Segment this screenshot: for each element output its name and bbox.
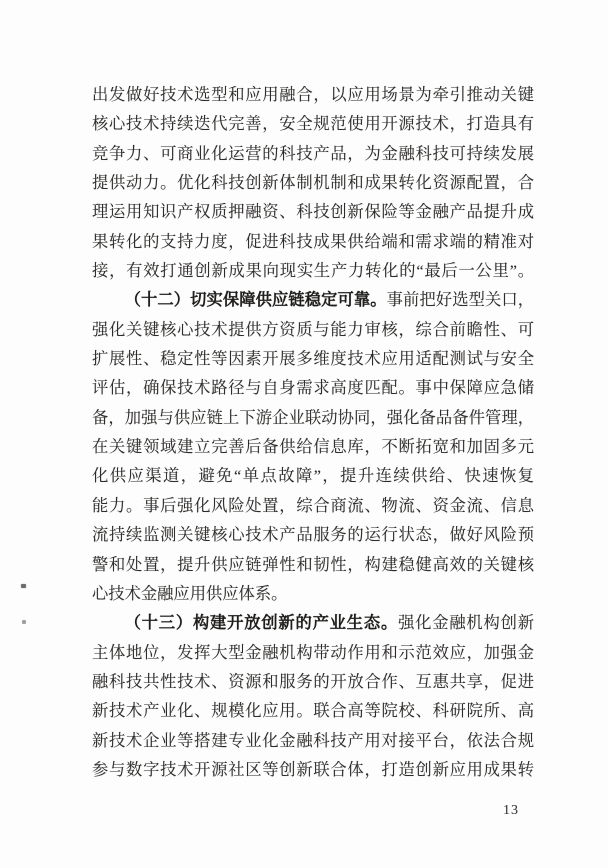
text-line (92, 373, 534, 402)
text-line (92, 726, 534, 755)
text-line (92, 197, 534, 226)
text-line (92, 109, 534, 138)
text-line (92, 755, 534, 784)
scan-artifact-dot (22, 620, 26, 624)
text-block (92, 80, 534, 784)
body-text: 提供动力。优化科技创新体制机制和成果转化资源配置，合 (92, 173, 534, 193)
body-text: 评估，确保技术路径与自身需求高度匹配。事中保障应急储 (92, 378, 534, 398)
text-line (92, 696, 534, 725)
text-line (92, 168, 534, 197)
text-line (92, 667, 534, 696)
page-number: 13 (503, 803, 519, 818)
body-text: 接，有效打通创新成果向现实生产力转化的“最后一公里”。 (92, 261, 534, 281)
body-text: 事前把好选型关口， (386, 290, 534, 310)
text-line (92, 432, 534, 461)
body-text: 果转化的支持力度，促进科技成果供给端和需求端的精准对 (92, 231, 534, 251)
body-text: 能力。事后强化风险处置，综合商流、物流、资金流、信息 (92, 495, 534, 515)
body-text: 强化金融机构创新 (398, 613, 534, 633)
text-line (92, 520, 534, 549)
text-line (92, 139, 534, 168)
text-line (92, 344, 534, 373)
text-line (92, 256, 534, 285)
section-heading: （十三）构建开放创新的产业生态。 (124, 613, 399, 633)
body-text: 新技术产业化、规模化应用。联合高等院校、科研院所、高 (92, 701, 534, 721)
body-text: 参与数字技术开源社区等创新联合体，打造创新应用成果转 (92, 759, 534, 779)
body-text: 强化关键核心技术提供方资质与能力审核，综合前瞻性、可 (92, 319, 534, 339)
body-text: 核心技术持续迭代完善，安全规范使用开源技术，打造具有 (92, 114, 534, 134)
body-text: 出发做好技术选型和应用融合，以应用场景为牵引推动关键 (92, 85, 534, 104)
scan-artifact-dot (21, 584, 26, 588)
body-text: 化供应渠道，避免“单点故障”，提升连续供给、快速恢复 (92, 466, 534, 486)
text-line (92, 638, 534, 667)
text-line (92, 550, 534, 579)
body-text: 主体地位，发挥大型金融机构带动作用和示范效应，加强金 (92, 642, 534, 662)
body-text: 融科技共性技术、资源和服务的开放合作、互惠共享，促进 (92, 671, 534, 691)
body-text: 心技术金融应用供应体系。 (92, 583, 288, 603)
body-text: 在关键领域建立完善后备供给信息库，不断拓宽和加固多元 (92, 437, 534, 457)
text-line (92, 227, 534, 256)
text-line (92, 579, 534, 608)
text-line (92, 285, 534, 314)
body-text: 扩展性、稳定性等因素开展多维度技术应用适配测试与安全 (92, 349, 534, 369)
body-text: 备，加强与供应链上下游企业联动协同，强化备品备件管理， (92, 407, 534, 427)
text-line (92, 315, 534, 344)
body-text: 警和处置，提升供应链弹性和韧性，构建稳健高效的关键核 (92, 554, 534, 574)
body-text: 新技术企业等搭建专业化金融科技产用对接平台，依法合规 (92, 730, 534, 750)
text-line (92, 80, 534, 109)
text-line (92, 608, 534, 637)
body-text: 流持续监测关键核心技术产品服务的运行状态，做好风险预 (92, 525, 534, 545)
text-line (92, 491, 534, 520)
section-heading: （十二）切实保障供应链稳定可靠。 (124, 290, 387, 310)
text-line (92, 461, 534, 490)
body-text: 理运用知识产权质押融资、科技创新保险等金融产品提升成 (92, 202, 534, 222)
body-text: 竞争力、可商业化运营的科技产品，为金融科技可持续发展 (92, 143, 534, 163)
text-line (92, 403, 534, 432)
